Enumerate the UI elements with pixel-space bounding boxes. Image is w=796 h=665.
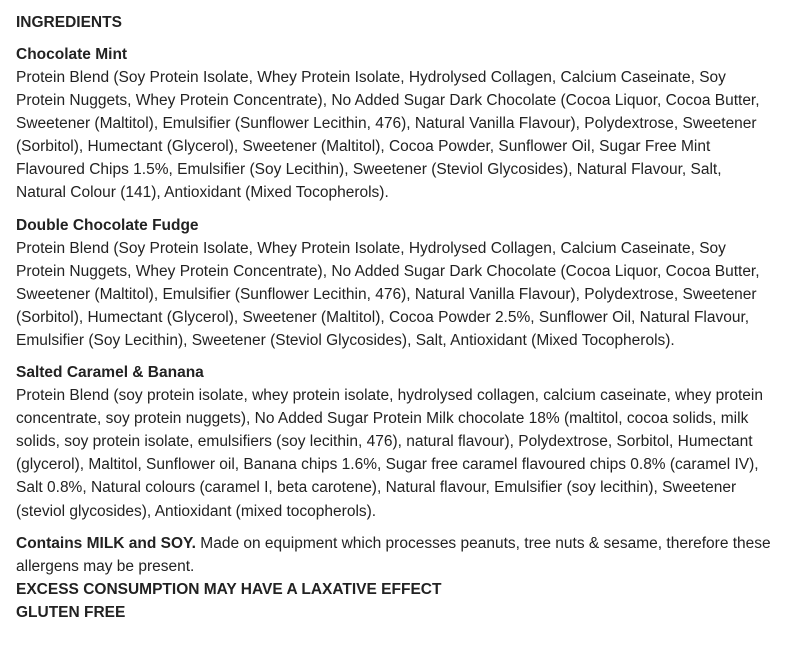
ingredient-section-double-chocolate-fudge — [16, 214, 780, 352]
section-ingredients-text: Protein Blend (Soy Protein Isolate, Whey Protein Isolate, Hydrolysed Collagen, Calcium Caseinate, Soy Protein Nuggets, Whey Protein Concentrate), No Added Sugar Dark Chocolate (Cocoa Liquor, Cocoa Butter, Sweetener (Maltitol), Emulsifier (Sunflower Lecithin, 476), Natural Vanilla Flavour), Polydextrose, Sweetener (Sorbitol), Humectant (Glycerol), Sweetener (Maltitol), Cocoa Powder 2.5%, Sunflower Oil, Natural Flavour, Emulsifier (Soy Lecithin), Sweetener (Steviol Glycosides), Salt, Antioxidant (Mixed Tocopherols). — [16, 239, 760, 349]
section-title: Salted Caramel & Banana — [16, 364, 204, 382]
laxative-warning: EXCESS CONSUMPTION MAY HAVE A LAXATIVE EFFECT — [16, 580, 442, 598]
allergen-statement — [16, 532, 780, 578]
gluten-free-label: GLUTEN FREE — [16, 603, 126, 621]
section-title: Double Chocolate Fudge — [16, 216, 199, 234]
ingredient-section-salted-caramel-banana — [16, 361, 780, 523]
section-title: Chocolate Mint — [16, 46, 128, 63]
page-title: INGREDIENTS — [16, 14, 122, 31]
section-ingredients-text: Protein Blend (soy protein isolate, whey protein isolate, hydrolysed collagen, calcium caseinate, whey protein concentrate, soy protein nuggets), No Added Sugar Protein Milk chocolate 18% (maltitol, cocoa solids, milk solids, soy protein isolate, emulsifiers (soy lecithin, 476), natural flavour), Polydextrose, Sorbitol, Humectant (glycerol), Maltitol, Sunflower oil, Banana chips 1.6%, Sugar free caramel flavoured chips 0.8% (caramel IV), Salt 0.8%, Natural colours (caramel I, beta carotene), Natural flavour, Emulsifier (soy lecithin), Sweetener (steviol glycosides), Antioxidant (mixed tocopherols). — [16, 387, 763, 520]
section-ingredients-text: Protein Blend (Soy Protein Isolate, Whey Protein Isolate, Hydrolysed Collagen, Calcium Caseinate, Soy Protein Nuggets, Whey Protein Concentrate), No Added Sugar Dark Chocolate (Cocoa Liquor, Cocoa Butter, Sweetener (Maltitol), Emulsifier (Sunflower Lecithin, 476), Natural Vanilla Flavour), Polydextrose, Sweetener (Sorbitol), Humectant (Glycerol), Sweetener (Maltitol), Cocoa Powder, Sunflower Oil, Sugar Free Mint Flavoured Chips 1.5%, Emulsifier (Soy Lecithin), Sweetener (Steviol Glycosides), Natural Flavour, Salt, Natural Colour (141), Antioxidant (Mixed Tocopherols). — [16, 69, 760, 202]
ingredient-section-chocolate-mint — [16, 43, 780, 205]
allergen-contains-label: Contains MILK and SOY. — [16, 534, 196, 552]
allergen-equipment-note: Made on equipment which processes peanuts, tree nuts & sesame, therefore these allergens may be present. — [16, 534, 771, 575]
